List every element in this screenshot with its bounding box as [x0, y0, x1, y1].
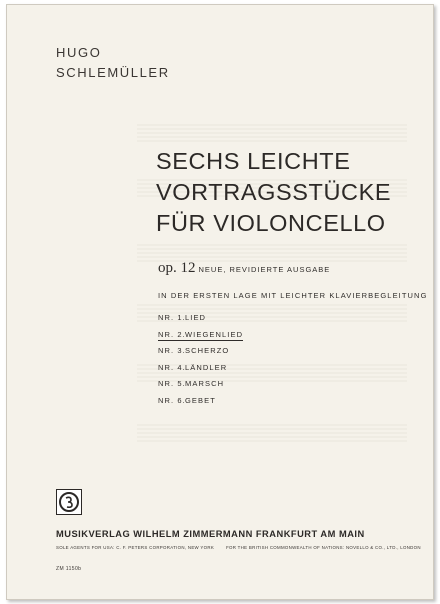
score-cover-page	[6, 4, 434, 600]
piece-name: MARSCH	[185, 379, 225, 388]
piece-number: NR. 4.	[158, 362, 186, 372]
list-item	[158, 379, 243, 396]
piece-number: NR. 2.	[158, 329, 186, 339]
piece-name: WIEGENLIED	[185, 329, 244, 339]
title-line-3: FÜR VIOLONCELLO	[156, 210, 386, 236]
piece-name: LÄNDLER	[185, 362, 228, 372]
piece-name: LIED	[185, 313, 207, 322]
piece-list	[158, 313, 243, 412]
list-item	[158, 363, 243, 380]
edition-note: NEUE, REVIDIERTE AUSGABE	[198, 265, 331, 274]
plate-number: ZM 1150b	[56, 566, 82, 572]
opus-number: op. 12	[158, 260, 196, 276]
composer-first-name: HUGO	[56, 45, 102, 60]
publisher-name: MUSIKVERLAG WILHELM ZIMMERMANN FRANKFURT AM MAIN	[56, 529, 365, 539]
list-item	[158, 346, 243, 363]
title-line-1: SECHS LEICHTE	[156, 148, 351, 174]
sole-agents	[56, 545, 421, 550]
list-item	[158, 396, 243, 413]
sole-agents-usa: SOLE AGENTS FOR USA: C. F. PETERS CORPORATION, NEW YORK	[56, 545, 215, 550]
sole-agents-commonwealth: FOR THE BRITISH COMMONWEALTH OF NATIONS: NOVELLO & CO., LTD., LONDON	[226, 545, 421, 550]
current-piece-marker	[158, 330, 243, 341]
subtitle: IN DER ERSTEN LAGE MIT LEICHTER KLAVIERBEGLEITUNG	[158, 291, 428, 300]
publisher-logo-icon	[56, 489, 82, 515]
piece-number: NR. 3.	[158, 346, 186, 355]
piece-number: NR. 5.	[158, 379, 186, 388]
composer-last-name: SCHLEMÜLLER	[56, 65, 170, 80]
piece-name: GEBET	[185, 395, 216, 405]
work-title	[156, 146, 391, 239]
composer-name	[56, 43, 170, 83]
opus-line	[158, 259, 330, 277]
piece-number: NR. 6.	[158, 395, 186, 405]
list-item	[158, 330, 243, 347]
piece-number: NR. 1.	[158, 313, 186, 322]
piece-name: SCHERZO	[185, 346, 230, 355]
list-item	[158, 313, 243, 330]
title-line-2: VORTRAGSSTÜCKE	[156, 179, 392, 205]
